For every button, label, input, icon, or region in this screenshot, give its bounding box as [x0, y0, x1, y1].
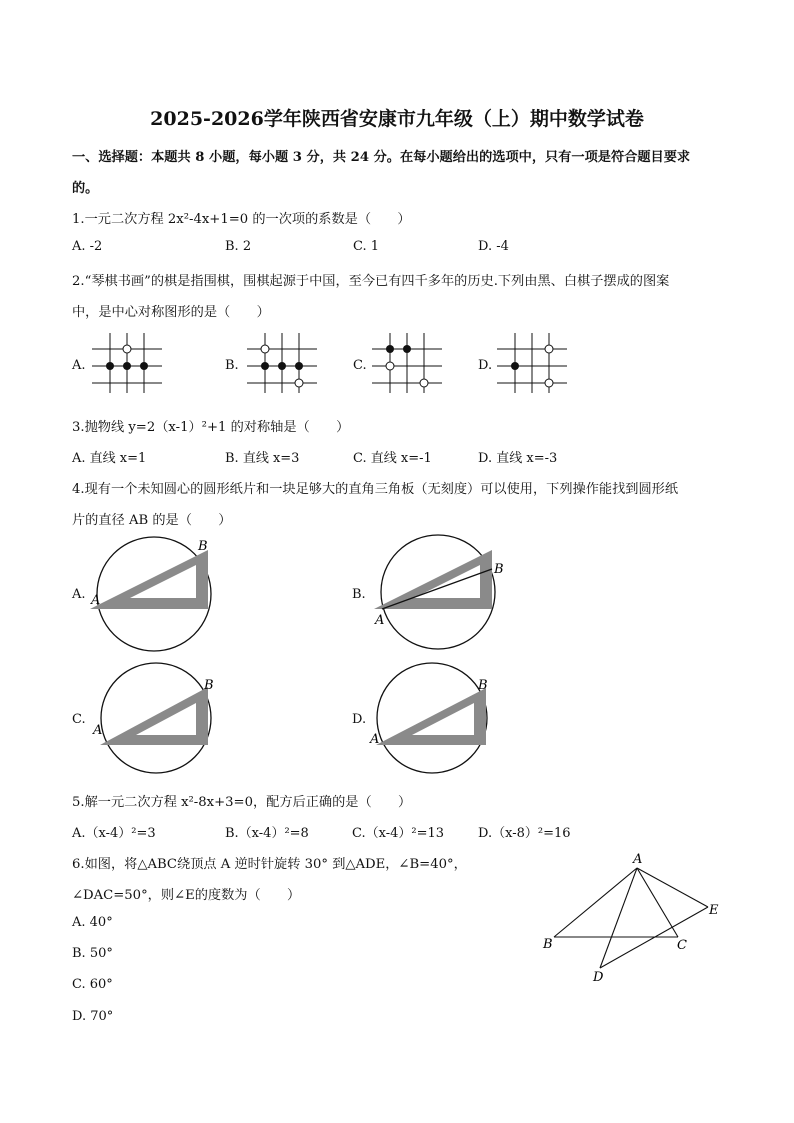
q2-label-d[interactable]: D. [478, 358, 493, 373]
q4-figure-d [366, 662, 506, 782]
q1-option-a[interactable]: A. -2 [72, 239, 103, 254]
q5-option-a[interactable]: A.（x-4）²=3 [72, 826, 156, 841]
q6-point-e: E [709, 903, 719, 918]
q4c-point-b: B [204, 678, 214, 693]
q2-label-c[interactable]: C. [353, 358, 367, 373]
q6-stem-line2: ∠DAC=50°，则∠E的度数为（ ） [72, 888, 301, 903]
q2-stem-line1: 2.“琴棋书画”的棋是指围棋，围棋起源于中国，至今已有四千多年的历史.下列由黑、白棋子摆成的图案 [72, 274, 670, 289]
q5-option-c[interactable]: C.（x-4）²=13 [352, 826, 445, 841]
q3-option-d[interactable]: D. 直线 x=-3 [478, 451, 558, 466]
q4-figure-a [88, 536, 228, 656]
q4-stem-line1: 4.现有一个未知圆心的圆形纸片和一块足够大的直角三角板（无刻度）可以使用，下列操作能找到圆形纸 [72, 482, 679, 497]
section-heading-line1: 一、选择题：本题共 8 小题，每小题 3 分，共 24 分。在每小题给出的选项中，只有一项是符合题目要求 [72, 150, 691, 165]
q6-point-a: A [633, 852, 643, 867]
q6-triangle-figure [540, 850, 730, 990]
q4-label-a[interactable]: A. [72, 587, 86, 602]
q4-stem-line2: 片的直径 AB 的是（ ） [72, 513, 232, 528]
q4c-point-a: A [93, 723, 103, 738]
q2-figure-a [92, 331, 162, 393]
q4-label-b[interactable]: B. [352, 587, 366, 602]
q2-figure-c [372, 331, 442, 393]
q1-option-b[interactable]: B. 2 [225, 239, 252, 254]
q6-stem-line1: 6.如图，将△ABC绕顶点 A 逆时针旋转 30° 到△ADE，∠B=40°， [72, 857, 467, 872]
q2-figure-d [497, 331, 567, 393]
q4b-point-b: B [494, 562, 504, 577]
q3-option-b[interactable]: B. 直线 x=3 [225, 451, 300, 466]
q4-label-d[interactable]: D. [352, 712, 367, 727]
q6-option-d[interactable]: D. 70° [72, 1009, 114, 1024]
q6-point-b: B [543, 937, 553, 952]
q4d-point-a: A [370, 732, 380, 747]
q2-label-b[interactable]: B. [225, 358, 239, 373]
q4b-point-a: A [375, 613, 385, 628]
q5-option-d[interactable]: D.（x-8）²=16 [478, 826, 571, 841]
q2-stem-line2: 中，是中心对称图形的是（ ） [72, 305, 270, 320]
q1-stem: 1.一元二次方程 2x²-4x+1=0 的一次项的系数是（ ） [72, 212, 411, 227]
q5-stem: 5.解一元二次方程 x²-8x+3=0，配方后正确的是（ ） [72, 795, 412, 810]
q4d-point-b: B [478, 678, 488, 693]
q5-option-b[interactable]: B.（x-4）²=8 [225, 826, 309, 841]
q4a-point-a: A [91, 593, 101, 608]
q1-option-c[interactable]: C. 1 [353, 239, 380, 254]
q4-label-c[interactable]: C. [72, 712, 86, 727]
q6-point-c: C [677, 938, 687, 953]
q1-option-d[interactable]: D. -4 [478, 239, 509, 254]
q3-option-a[interactable]: A. 直线 x=1 [72, 451, 147, 466]
q3-option-c[interactable]: C. 直线 x=-1 [353, 451, 432, 466]
q4-figure-c [90, 662, 230, 782]
q2-label-a[interactable]: A. [72, 358, 86, 373]
section-heading-line2: 的。 [72, 181, 99, 196]
q6-option-c[interactable]: C. 60° [72, 977, 113, 992]
q2-figure-b [247, 331, 317, 393]
q3-stem: 3.抛物线 y=2（x-1）²+1 的对称轴是（ ） [72, 420, 350, 435]
q4a-point-b: B [198, 539, 208, 554]
q6-option-a[interactable]: A. 40° [72, 915, 113, 930]
q6-point-d: D [593, 970, 604, 985]
q4-figure-b [368, 536, 518, 656]
q6-option-b[interactable]: B. 50° [72, 946, 113, 961]
page-title: 2025-2026学年陕西省安康市九年级（上）期中数学试卷 [150, 108, 644, 130]
